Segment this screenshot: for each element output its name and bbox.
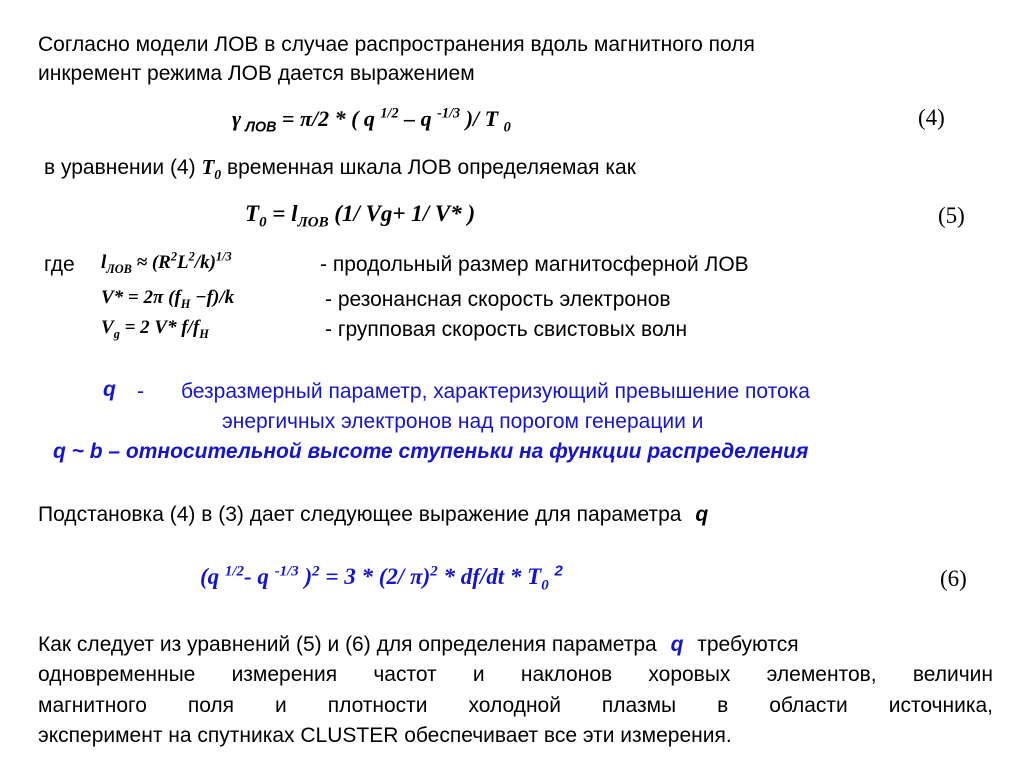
vg-description: - групповая скорость свистовых волн [325,318,688,341]
equation-5-number: (5) [938,203,965,228]
conclusion-line-3: магнитного поля и плотности холодной плазмы в области источника, [38,694,993,717]
v-star-description: - резонансная скорость электронов [325,288,671,311]
conclusion-text-2: требуются [697,633,799,656]
t0-definition-line: в уравнении (4) $T_0$ временная шкала ЛОВ определяемая как [44,155,636,183]
q-description-line-2: энергичных электронов над порогом генерации и [222,410,704,433]
v-star-formula: V* = 2π $(f_H -f)/k$ [101,287,235,311]
conclusion-line-1 [38,633,799,657]
equation-5: $T_0 = l_{ЛОВ}$ (1/ Vg+ 1/ V* ) [245,201,476,231]
q-description-line-3: q ~ b – относительной высоте ступеньки на функции распределения [53,440,809,463]
vg-formula: $V_g = 2$ V* $f/f_H$ [101,317,209,341]
conclusion-text-1: Как следует из уравнений (5) и (6) для определения параметра [38,633,657,656]
t0-text-after: временная шкала ЛОВ определяемая как [221,156,636,179]
conclusion-q: q [670,633,684,656]
equation-6: (q $^{1/2}$- q $^{-1/3}$ )$^2$ = 3 * (2/ $\pi)^2 * df/dt * T_0$ $^2$ [200,562,563,594]
intro-line-2: инкремент режима ЛОВ дается выражением [38,62,475,85]
substitution-text: Подстановка (4) в (3) дает следующее выражение для параметра [38,503,682,526]
substitution-q: q [695,503,709,526]
equation-4-number: (4) [918,105,945,130]
intro-line-1: Согласно модели ЛОВ в случае распространения вдоль магнитного поля [38,33,755,56]
equation-6-number: (6) [940,566,967,591]
equation-4: γ $_{ЛОВ}$ = π/2 * ( q $^{1/2}$ – q $^{-1/3}$ )/ T $_0$ [232,105,511,136]
q-description-line-1: безразмерный параметр, характеризующий превышение потока [181,380,810,403]
t0-text-before: в уравнении (4) [44,156,202,179]
q-dash: - [137,380,144,403]
q-symbol: q [103,378,116,401]
l-lov-formula: $l_{ЛОВ} \approx (R^2L^2/k)^{1/3}$ [101,249,232,276]
substitution-line [38,503,708,527]
where-label: где [44,253,75,276]
conclusion-line-2: одновременные измерения частот и наклонов хоровых элементов, величин [38,663,993,686]
conclusion-line-4: эксперимент на спутниках CLUSTER обеспечивает все эти измерения. [38,724,732,747]
l-lov-description: - продольный размер магнитосферной ЛОВ [320,253,749,276]
